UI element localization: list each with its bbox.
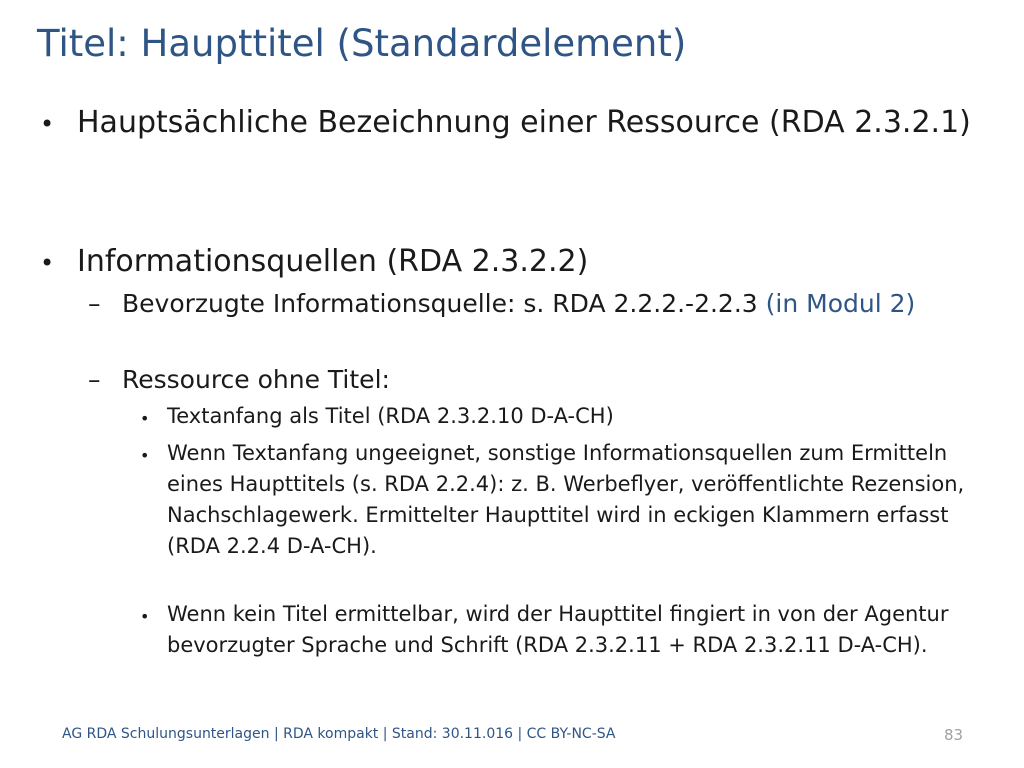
bullet-item: Informationsquellen (RDA 2.3.2.2) xyxy=(77,244,589,279)
dash-marker: – xyxy=(88,365,101,394)
bullet-marker: • xyxy=(140,607,150,626)
bullet-marker: • xyxy=(140,446,150,465)
sub-bullet-text: Bevorzugte Informationsquelle: s. RDA 2.2.2.-2.2.3 xyxy=(122,289,766,318)
sub-sub-bullet-item: Wenn Textanfang ungeeignet, sonstige Informationsquellen zum Ermitteln eines Haupttitels (s. RDA 2.2.4): z. B. Werbeflyer, veröffentlichte Rezension, Nachschlagewerk. Ermittelter Haupttitel wird in eckigen Klammern erfasst (RDA 2.2.4 D-A-CH). xyxy=(167,441,965,558)
slide-title: Titel: Haupttitel (Standardelement) xyxy=(37,22,687,65)
page-number: 83 xyxy=(944,726,964,744)
footer-text: AG RDA Schulungsunterlagen | RDA kompakt | Stand: 30.11.016 | CC BY-NC-SA xyxy=(62,726,616,742)
sub-sub-bullet-item: Textanfang als Titel (RDA 2.3.2.10 D-A-CH) xyxy=(167,404,614,428)
module-reference: (in Modul 2) xyxy=(765,289,916,318)
sub-bullet-item xyxy=(122,287,942,321)
bullet-marker: • xyxy=(140,409,150,428)
bullet-marker: • xyxy=(40,110,55,138)
bullet-marker: • xyxy=(40,249,55,277)
sub-sub-bullet-item: Wenn kein Titel ermittelbar, wird der Haupttitel fingiert in von der Agentur bevorzugter Sprache und Schrift (RDA 2.3.2.11 + RDA 2.3.2.11 D-A-CH). xyxy=(167,602,949,657)
dash-marker: – xyxy=(88,289,101,318)
bullet-item: Hauptsächliche Bezeichnung einer Ressource (RDA 2.3.2.1) xyxy=(77,105,971,140)
sub-bullet-item: Ressource ohne Titel: xyxy=(122,365,390,394)
